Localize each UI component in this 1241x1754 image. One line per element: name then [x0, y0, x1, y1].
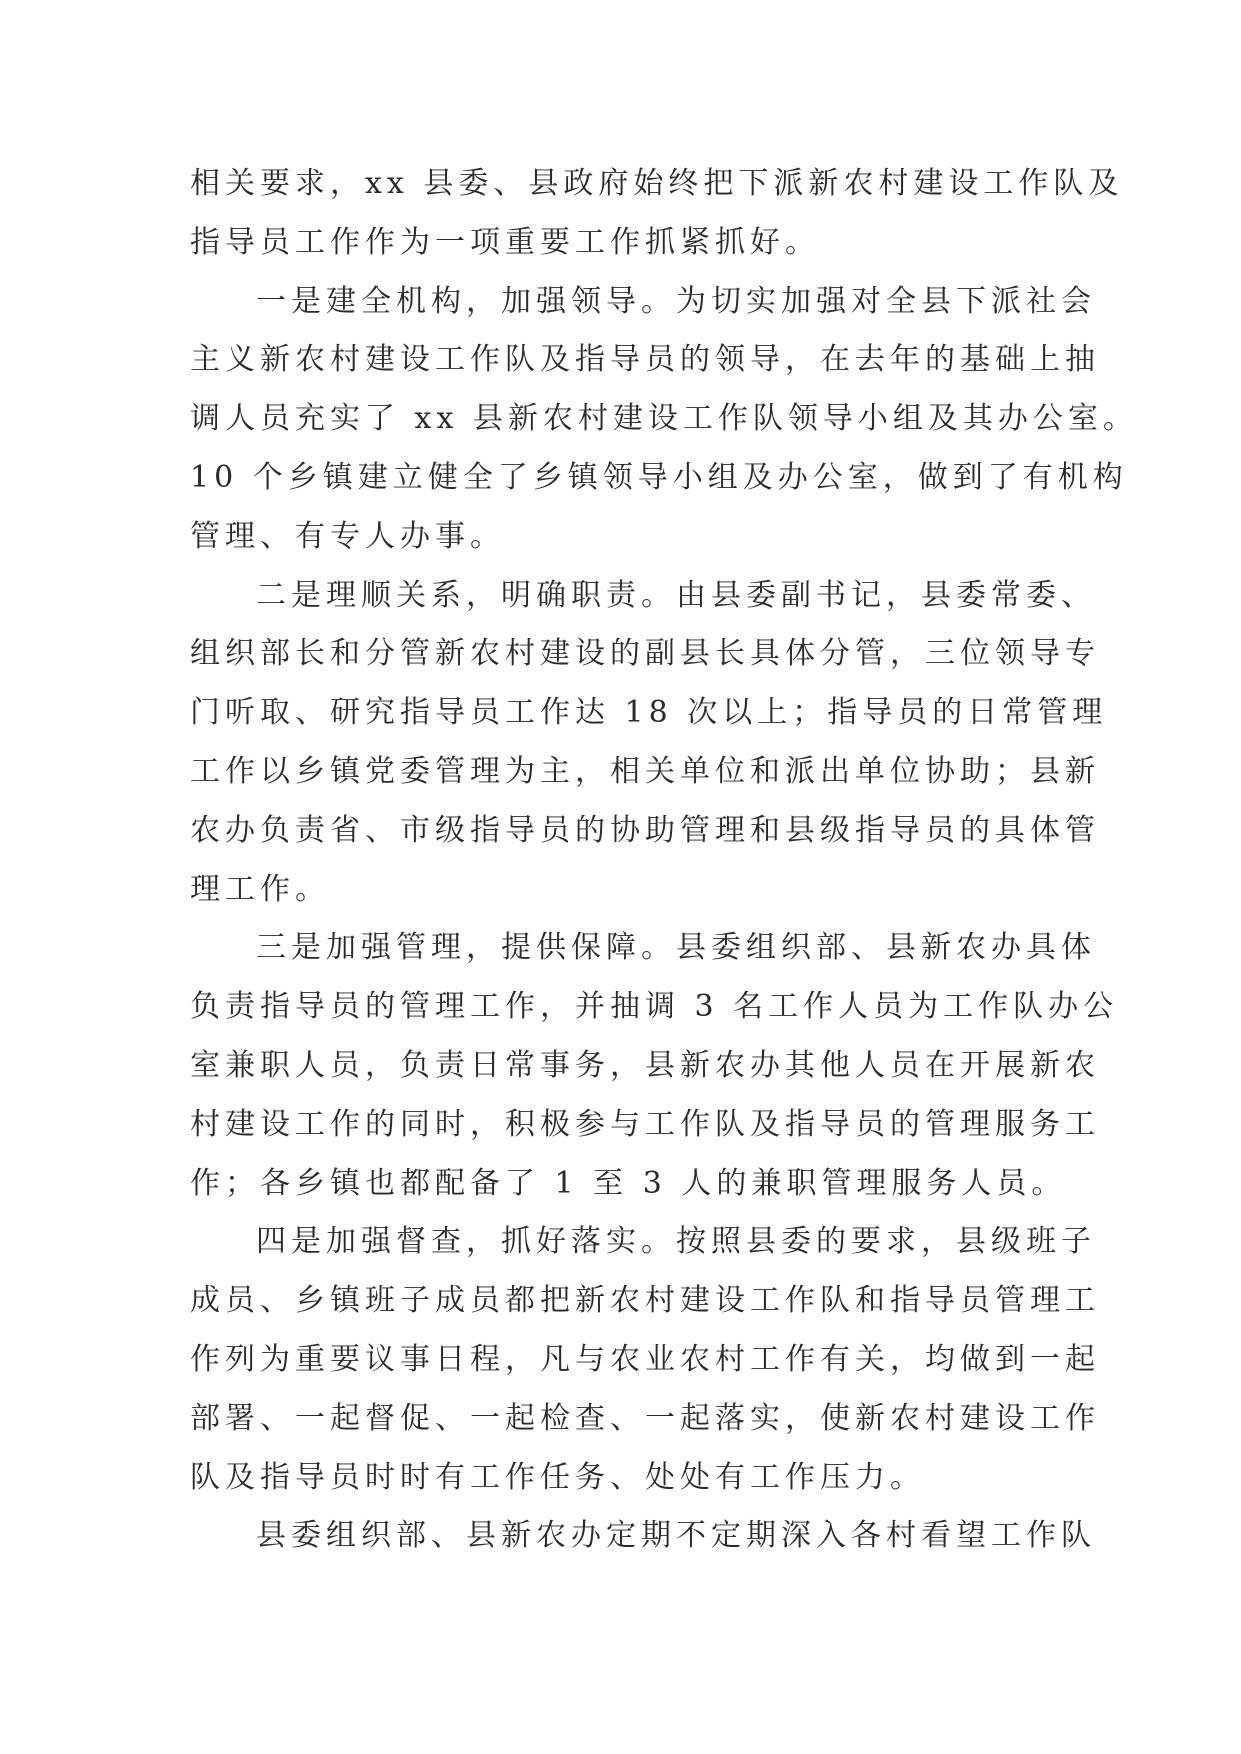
text-line: 相关要求，xx 县委、县政府始终把下派新农村建设工作队及: [190, 166, 1124, 201]
text-line: 门听取、研究指导员工作达 18 次以上；指导员的日常管理: [190, 695, 1108, 731]
text-line: 村建设工作的同时，积极参与工作队及指导员的管理服务工: [190, 1106, 1100, 1142]
text-line: 主义新农村建设工作队及指导员的领导，在去年的基础上抽: [190, 342, 1100, 378]
text-line: 负责指导员的管理工作，并抽调 3 名工作人员为工作队办公: [190, 989, 1119, 1025]
text-line: 管理、有专人办事。: [190, 518, 505, 554]
text-line: 调人员充实了 xx 县新农村建设工作队领导小组及其办公室。: [190, 401, 1138, 437]
text-line: 四是加强督查，抓好落实。按照县委的要求，县级班子: [256, 1224, 1096, 1260]
text-line: 队及指导员时时有工作任务、处处有工作压力。: [190, 1459, 925, 1495]
text-line: 一是建全机构，加强领导。为切实加强对全县下派社会: [256, 283, 1096, 319]
document-body: [190, 155, 1138, 1566]
text-line: 作列为重要议事日程，凡与农业农村工作有关，均做到一起: [190, 1341, 1100, 1377]
text-line: 成员、乡镇班子成员都把新农村建设工作队和指导员管理工: [190, 1283, 1100, 1319]
text-line: 二是理顺关系，明确职责。由县委副书记，县委常委、: [256, 577, 1096, 613]
text-line: 作；各乡镇也都配备了 1 至 3 人的兼职管理服务人员。: [190, 1165, 1067, 1201]
text-line: 组织部长和分管新农村建设的副县长具体分管，三位领导专: [190, 636, 1100, 672]
text-line: 室兼职人员，负责日常事务，县新农办其他人员在开展新农: [190, 1047, 1100, 1083]
text-line: 理工作。: [190, 871, 330, 907]
text-line: 农办负责省、市级指导员的协助管理和县级指导员的具体管: [190, 812, 1100, 848]
text-line: 三是加强管理，提供保障。县委组织部、县新农办具体: [256, 930, 1096, 966]
text-line: 指导员工作作为一项重要工作抓紧抓好。: [190, 224, 820, 260]
text-line: 县委组织部、县新农办定期不定期深入各村看望工作队: [256, 1518, 1096, 1554]
text-line: 10 个乡镇建立健全了乡镇领导小组及办公室，做到了有机构: [190, 459, 1128, 495]
text-line: 部署、一起督促、一起检查、一起落实，使新农村建设工作: [190, 1400, 1100, 1436]
text-line: 工作以乡镇党委管理为主，相关单位和派出单位协助；县新: [190, 753, 1100, 789]
